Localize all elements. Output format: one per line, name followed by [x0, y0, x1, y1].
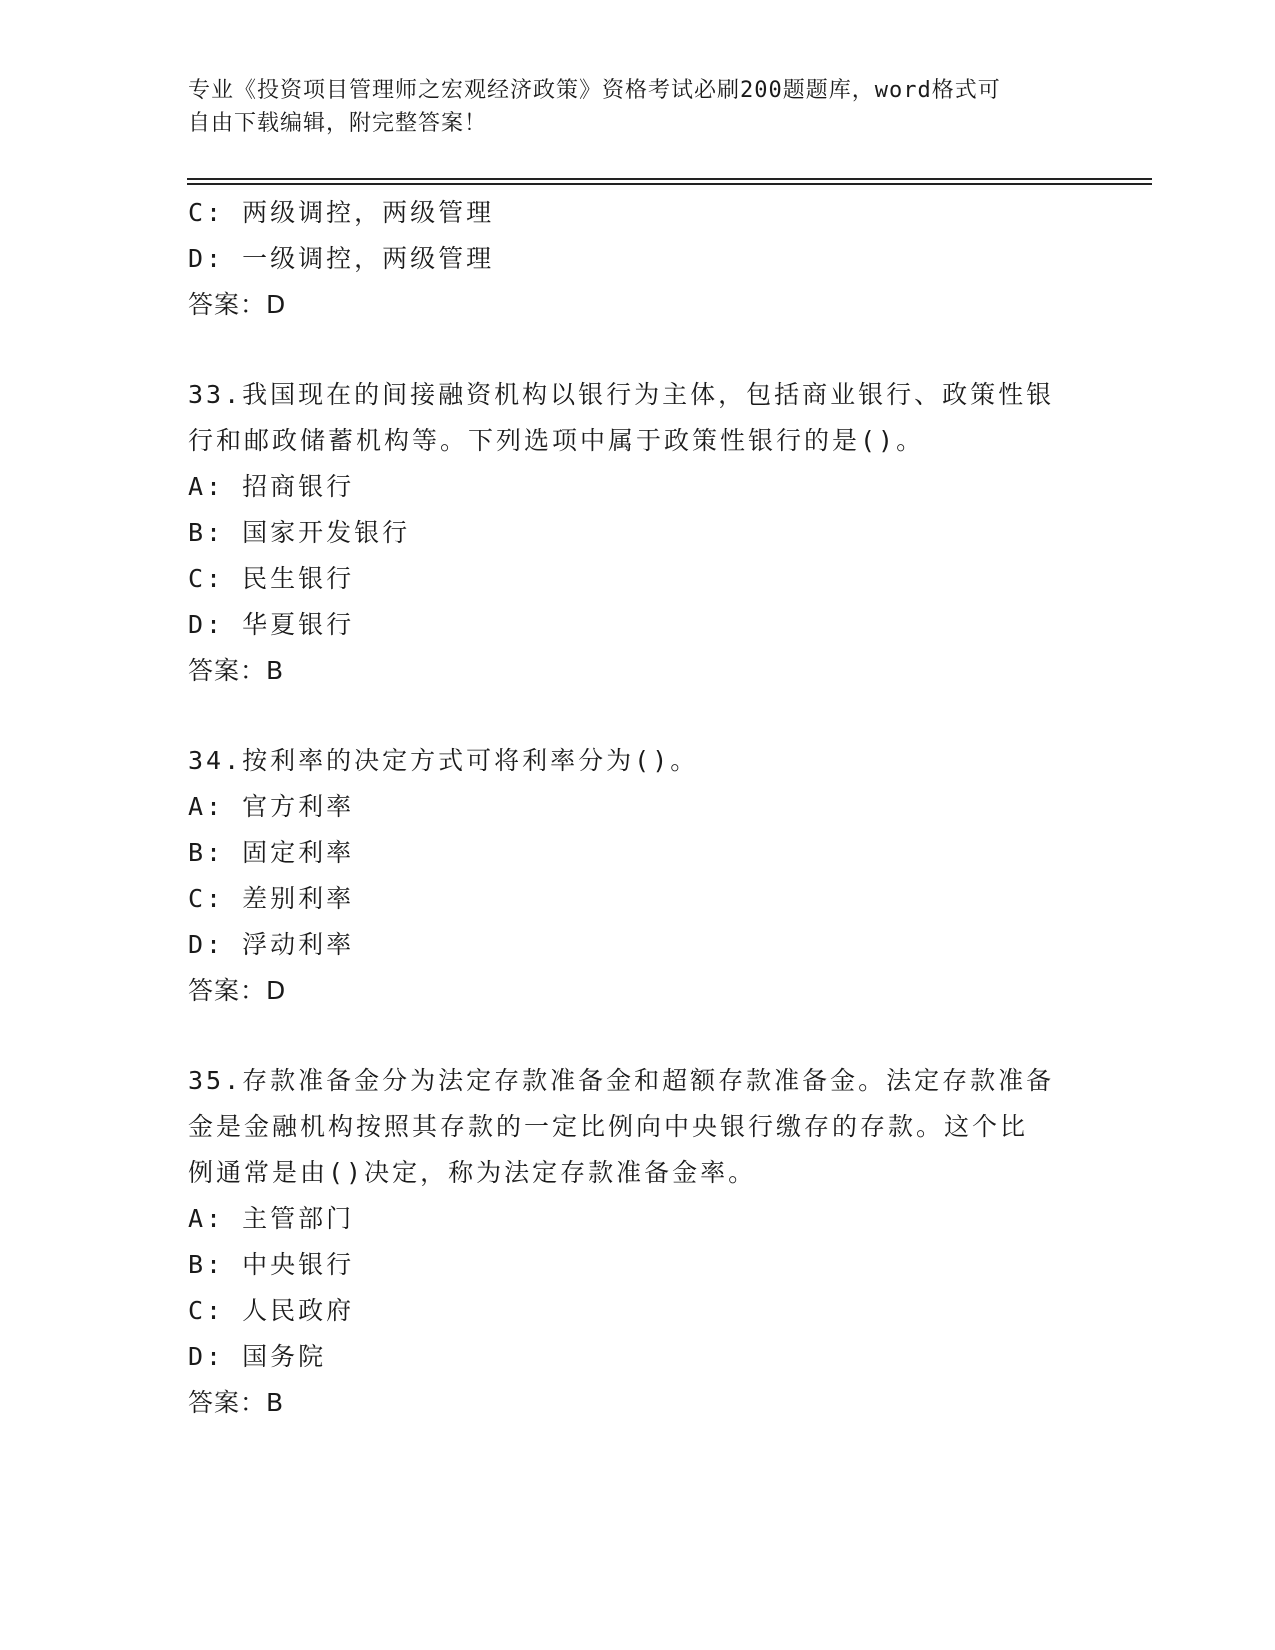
- question-stem: 34.按利率的决定方式可将利率分为()。: [188, 746, 699, 775]
- option-b: B: 固定利率: [188, 838, 355, 867]
- option-c: C: 两级调控，两级管理: [188, 198, 495, 227]
- answer-label: 答案：D: [188, 290, 287, 319]
- option-d: D: 一级调控，两级管理: [188, 244, 495, 273]
- question-stem: 金是金融机构按照其存款的一定比例向中央银行缴存的存款。这个比: [188, 1112, 1029, 1141]
- option-b: B: 国家开发银行: [188, 518, 411, 547]
- header-line: 自由下载编辑，附完整答案！: [188, 111, 488, 136]
- answer-label: 答案：D: [188, 976, 287, 1005]
- question-stem: 行和邮政储蓄机构等。下列选项中属于政策性银行的是()。: [188, 426, 925, 455]
- option-c: C: 差别利率: [188, 884, 355, 913]
- option-c: C: 人民政府: [188, 1296, 355, 1325]
- answer-label: 答案：B: [188, 656, 285, 685]
- previous-question-block: [188, 190, 1088, 328]
- answer-label: 答案：B: [188, 1388, 285, 1417]
- question-stem: 例通常是由()决定，称为法定存款准备金率。: [188, 1158, 757, 1187]
- question-34: [188, 738, 1088, 1014]
- option-c: C: 民生银行: [188, 564, 355, 593]
- document-header: [188, 74, 1088, 140]
- document-body: [188, 190, 1088, 1426]
- header-rule: [187, 183, 1152, 185]
- header-line: 专业《投资项目管理师之宏观经济政策》资格考试必刷200题题库，word格式可: [188, 78, 1001, 103]
- option-d: D: 浮动利率: [188, 930, 355, 959]
- question-35: [188, 1058, 1088, 1426]
- option-a: A: 招商银行: [188, 472, 355, 501]
- option-b: B: 中央银行: [188, 1250, 355, 1279]
- question-stem: 33.我国现在的间接融资机构以银行为主体，包括商业银行、政策性银: [188, 380, 1055, 409]
- header-rule: [187, 178, 1152, 180]
- option-d: D: 华夏银行: [188, 610, 355, 639]
- question-33: [188, 372, 1088, 694]
- option-d: D: 国务院: [188, 1342, 327, 1371]
- option-a: A: 官方利率: [188, 792, 355, 821]
- option-a: A: 主管部门: [188, 1204, 355, 1233]
- question-stem: 35.存款准备金分为法定存款准备金和超额存款准备金。法定存款准备: [188, 1066, 1055, 1095]
